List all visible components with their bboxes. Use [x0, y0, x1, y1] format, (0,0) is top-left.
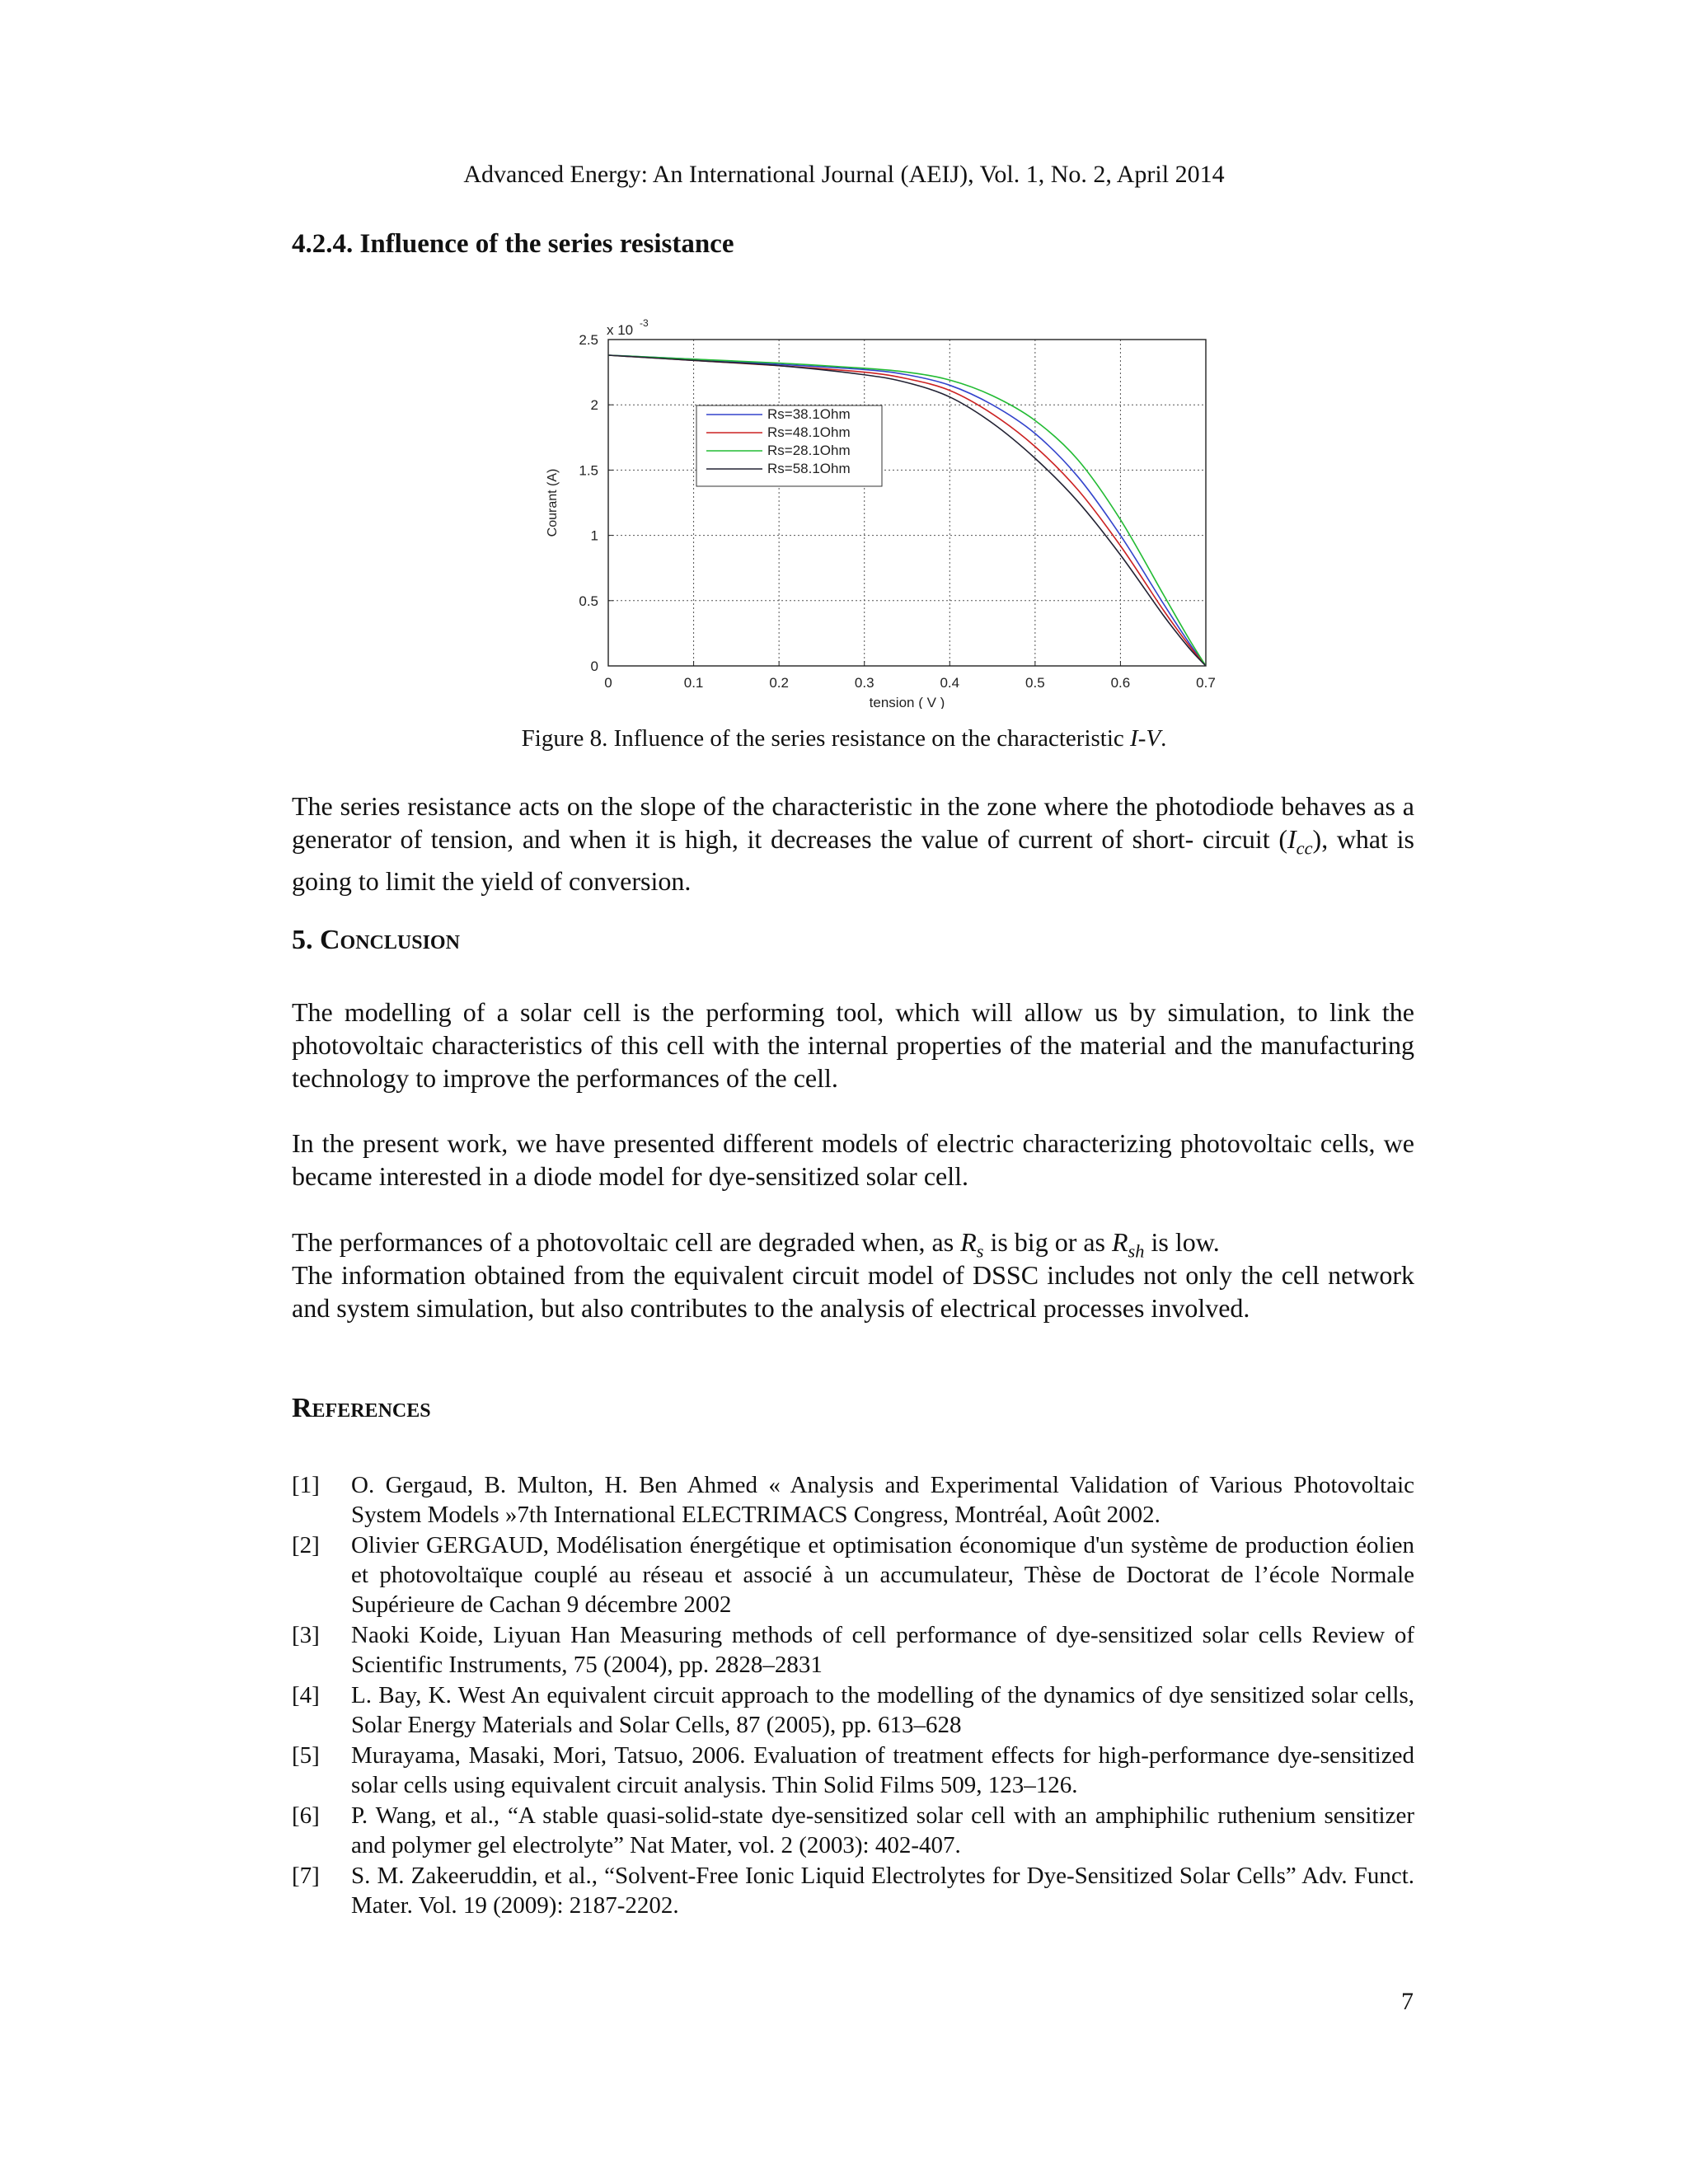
reference-number: [4] — [292, 1682, 320, 1708]
series-line — [608, 355, 1206, 666]
reference-text: P. Wang, et al., “A stable quasi-solid-state dye-sensitized solar cell with an amphiphilic ruthenium sensitizer and polymer gel electrolyte” Nat Mater, vol. 2 (2003): 402-407. — [351, 1802, 1414, 1858]
p3-rs-sub: s — [976, 1240, 984, 1262]
p3-rsh-sub: sh — [1128, 1240, 1145, 1262]
y-axis-label: Courant (A) — [546, 468, 560, 537]
reference-number: [6] — [292, 1802, 320, 1829]
reference-item — [292, 1861, 1414, 1920]
x-tick-label: 0.1 — [683, 675, 704, 691]
plot-frame — [608, 340, 1206, 666]
p3-part-c: is low. — [1144, 1227, 1220, 1257]
x-axis-label: tension ( V ) — [869, 695, 945, 709]
reference-number: [5] — [292, 1742, 320, 1769]
p3-rsh: R — [1112, 1227, 1128, 1257]
p3-rs: R — [960, 1227, 977, 1257]
x-tick-label: 0.6 — [1110, 675, 1131, 691]
reference-text: L. Bay, K. West An equivalent circuit approach to the modelling of the dynamics of dye sensitized solar cells, Solar Energy Materials and Solar Cells, 87 (2005), pp. 613–628 — [351, 1682, 1414, 1738]
caption-suffix: . — [1160, 725, 1167, 752]
x-tick-label: 0 — [604, 675, 612, 691]
section-title-series-resistance: 4.2.4. Influence of the series resistance — [292, 229, 734, 259]
page-number: 7 — [1401, 1988, 1414, 2015]
x-tick-label: 0.4 — [940, 675, 960, 691]
series-line — [608, 355, 1206, 666]
reference-text: O. Gergaud, B. Multon, H. Ben Ahmed « Analysis and Experimental Validation of Various Photovoltaic System Models »7th International ELECTRIMACS Congress, Montréal, Août 2002. — [351, 1472, 1414, 1528]
p1-var: I — [1287, 824, 1296, 854]
figure-caption — [0, 725, 1688, 752]
legend-label: Rs=38.1Ohm — [767, 406, 851, 422]
reference-text: Olivier GERGAUD, Modélisation énergétique et optimisation économique d'un système de production éolien et photovoltaïque couplé au réseau et associé à un accumulateur, Thèse de Doctorat de l’école Normale Supérieure de Cachan 9 décembre 2002 — [351, 1532, 1414, 1618]
reference-item — [292, 1530, 1414, 1619]
series-line — [608, 355, 1206, 666]
reference-number: [3] — [292, 1622, 320, 1648]
reference-item — [292, 1680, 1414, 1740]
conclusion-paragraph-4: The information obtained from the equivalent circuit model of DSSC includes not only the cell network and system simulation, but also contributes to the analysis of electrical processes involved. — [292, 1260, 1414, 1323]
iv-chart — [519, 313, 1228, 709]
y-multiplier-exponent: -3 — [640, 317, 649, 329]
references-heading: References — [292, 1393, 431, 1423]
p3-part-b: is big or as — [983, 1227, 1112, 1257]
reference-list — [292, 1470, 1414, 1921]
y-multiplier: x 10 — [607, 322, 634, 338]
series-resistance-paragraph — [292, 790, 1414, 898]
reference-text: Naoki Koide, Liyuan Han Measuring methods of cell performance of dye-sensitized solar cells Review of Scientific Instruments, 75 (2004), pp. 2828–2831 — [351, 1622, 1414, 1678]
reference-number: [7] — [292, 1863, 320, 1889]
p1-part-a: The series resistance acts on the slope of the characteristic in the zone where the photodiode behaves as a generator of tension, and when it is high, it decreases the value of current of short- circuit ( — [292, 791, 1414, 854]
running-head: Advanced Energy: An International Journal (AEIJ), Vol. 1, No. 2, April 2014 — [463, 161, 1225, 188]
y-tick-label: 1.5 — [579, 462, 598, 479]
y-tick-label: 1 — [590, 527, 598, 544]
p3-part-a: The performances of a photovoltaic cell are degraded when, as — [292, 1227, 961, 1257]
conclusion-paragraph-1: The modelling of a solar cell is the performing tool, which will allow us by simulation, to link the photovoltaic characteristics of this cell with the internal properties of the material and the manufacturing technology to improve the performances of the cell. — [292, 997, 1414, 1093]
p1-part-b: ), what is going to limit the yield of conversion. — [292, 824, 1415, 897]
reference-text: Murayama, Masaki, Mori, Tatsuo, 2006. Evaluation of treatment effects for high-performance dye-sensitized solar cells using equivalent circuit analysis. Thin Solid Films 509, 123–126. — [351, 1742, 1414, 1798]
reference-number: [2] — [292, 1532, 320, 1558]
reference-text: S. M. Zakeeruddin, et al., “Solvent-Free Ionic Liquid Electrolytes for Dye-Sensitized Solar Cells” Adv. Funct. Mater. Vol. 19 (2009): 2187-2202. — [351, 1863, 1414, 1919]
legend-label: Rs=28.1Ohm — [767, 443, 851, 458]
legend-label: Rs=48.1Ohm — [767, 424, 851, 440]
reference-number: [1] — [292, 1472, 320, 1498]
x-tick-label: 0.5 — [1025, 675, 1045, 691]
reference-item — [292, 1801, 1414, 1860]
conclusion-paragraph-2: In the present work, we have presented different models of electric characterizing photovoltaic cells, we became interested in a diode model for dye-sensitized solar cell. — [292, 1128, 1414, 1191]
x-tick-label: 0.7 — [1196, 675, 1216, 691]
reference-item — [292, 1620, 1414, 1680]
p1-sub: cc — [1296, 837, 1313, 859]
reference-item — [292, 1741, 1414, 1800]
y-tick-label: 0 — [590, 658, 598, 674]
y-tick-label: 2.5 — [579, 332, 598, 348]
x-tick-label: 0.3 — [854, 675, 874, 691]
caption-prefix: Figure 8. Influence of the series resistance on the characteristic — [521, 725, 1131, 752]
caption-iv: I-V — [1130, 725, 1161, 752]
y-tick-label: 2 — [590, 397, 598, 414]
reference-item — [292, 1470, 1414, 1530]
legend-label: Rs=58.1Ohm — [767, 461, 851, 476]
x-tick-label: 0.2 — [769, 675, 789, 691]
conclusion-heading: 5. Conclusion — [292, 925, 460, 955]
y-tick-label: 0.5 — [579, 593, 598, 609]
series-line — [608, 355, 1206, 666]
